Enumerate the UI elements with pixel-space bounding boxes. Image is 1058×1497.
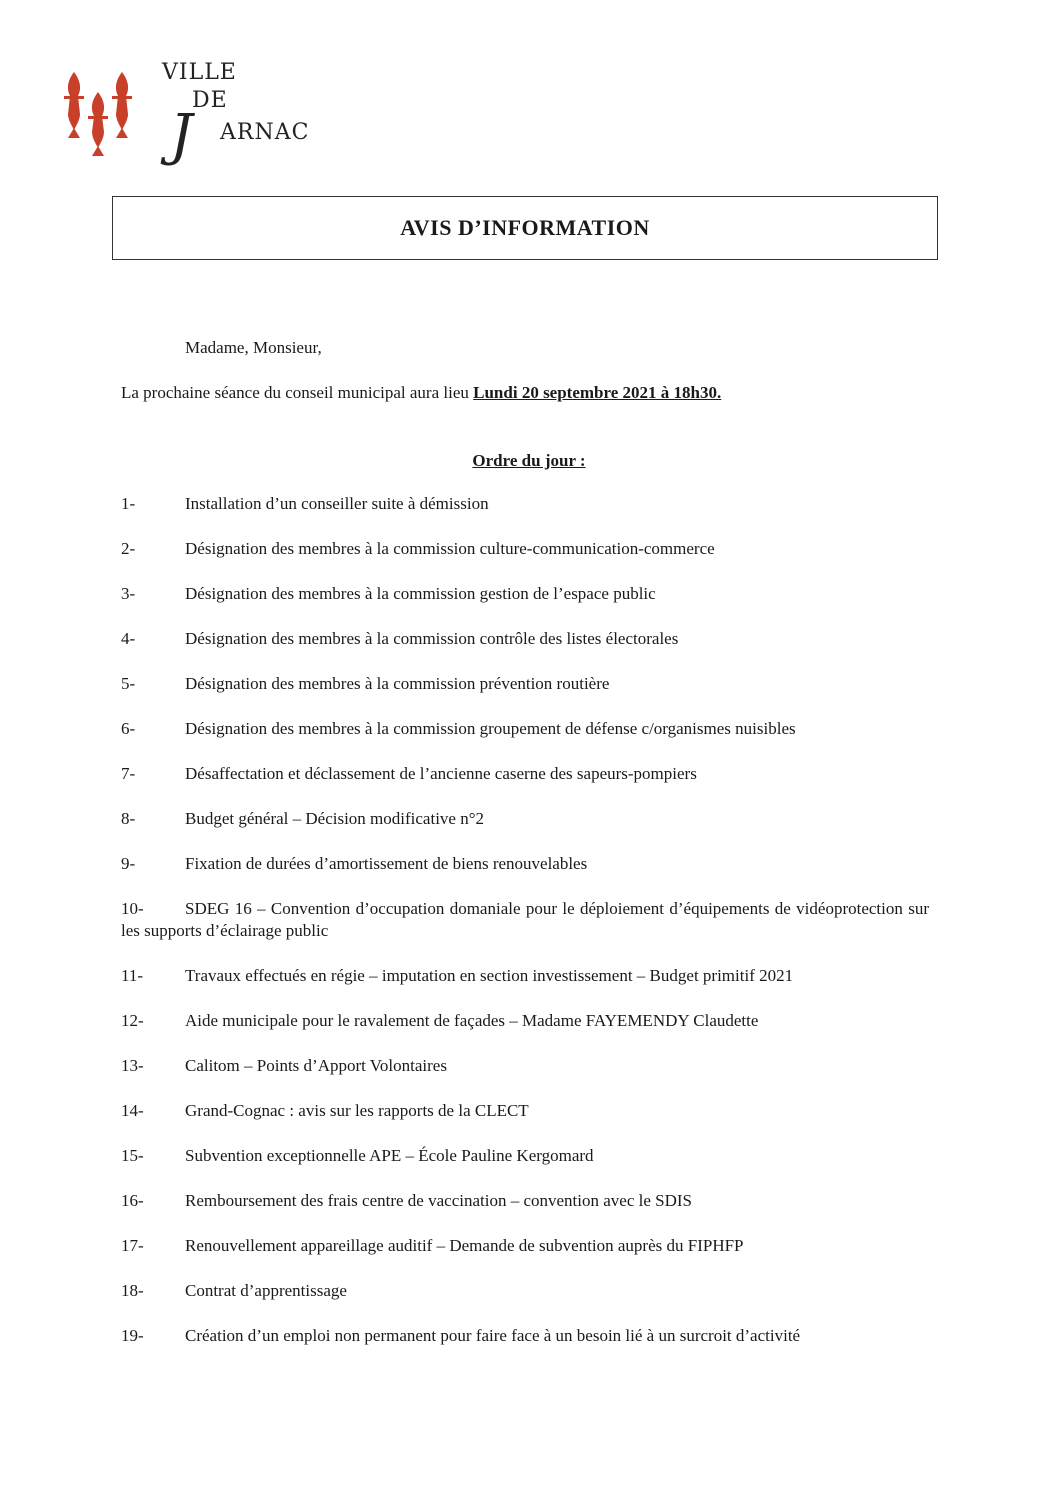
agenda-item (121, 493, 929, 515)
agenda-item-number: 17- (121, 1236, 144, 1255)
page-title: AVIS D’INFORMATION (400, 215, 650, 240)
agenda-item-number: 11- (121, 966, 144, 985)
logo-initial-j: J (170, 103, 193, 168)
agenda-item-text: Contrat d’apprentissage (185, 1281, 347, 1300)
agenda-item (121, 1325, 929, 1347)
agenda-item-number: 12- (121, 1011, 144, 1030)
logo-line-de: DE (192, 88, 228, 113)
agenda-item-text: Calitom – Points d’Apport Volontaires (185, 1056, 447, 1075)
fish-emblem-icon (62, 66, 142, 156)
agenda-item-text: Désignation des membres à la commission culture-communication-commerce (185, 539, 715, 558)
agenda-item (121, 718, 929, 740)
agenda-item-text: Désignation des membres à la commission groupement de défense c/organismes nuisibles (185, 719, 796, 738)
agenda-item-number: 3- (121, 584, 136, 603)
agenda-item (121, 763, 929, 785)
logo-line-arnac: ARNAC (220, 120, 310, 145)
agenda-item (121, 1190, 929, 1212)
agenda-item (121, 898, 929, 942)
agenda-item-text: Subvention exceptionnelle APE – École Pauline Kergomard (185, 1146, 594, 1165)
agenda-item-number: 4- (121, 629, 136, 648)
agenda-item-text: Travaux effectués en régie – imputation en section investissement – Budget primitif 2021 (185, 966, 794, 985)
agenda-item (121, 853, 929, 875)
agenda-item-text: Remboursement des frais centre de vaccination – convention avec le SDIS (185, 1191, 692, 1210)
agenda-heading: Ordre du jour : (472, 451, 586, 470)
agenda-item-number: 5- (121, 674, 136, 693)
agenda-item-text: Désaffectation et déclassement de l’ancienne caserne des sapeurs-pompiers (185, 764, 697, 783)
agenda-item-text: Désignation des membres à la commission gestion de l’espace public (185, 584, 656, 603)
agenda-item-text: SDEG 16 – Convention d’occupation domaniale pour le déploiement d’équipements de vidéoprotection sur les supports d’éclairage public (121, 899, 929, 940)
agenda-item-text: Désignation des membres à la commission contrôle des listes électorales (185, 629, 679, 648)
agenda-item-number: 9- (121, 854, 136, 873)
agenda-item-number: 6- (121, 719, 136, 738)
agenda-item-number: 2- (121, 539, 136, 558)
agenda-item (121, 1235, 929, 1257)
agenda-item (121, 1055, 929, 1077)
agenda-item-text: Installation d’un conseiller suite à démission (185, 494, 489, 513)
agenda-item (121, 965, 929, 987)
agenda-item (121, 628, 929, 650)
agenda-item (121, 1100, 929, 1122)
agenda-item (121, 808, 929, 830)
agenda-item (121, 583, 929, 605)
agenda-item-text: Aide municipale pour le ravalement de façades – Madame FAYEMENDY Claudette (185, 1011, 759, 1030)
agenda-item-number: 13- (121, 1056, 144, 1075)
agenda-item (121, 1010, 929, 1032)
intro-text: La prochaine séance du conseil municipal aura lieu (121, 383, 474, 402)
agenda-item-number: 19- (121, 1326, 144, 1345)
agenda-item (121, 538, 929, 560)
intro-paragraph (121, 383, 721, 403)
agenda-item-number: 10- (121, 899, 144, 918)
agenda-item-number: 16- (121, 1191, 144, 1210)
agenda-item-number: 7- (121, 764, 136, 783)
agenda-item (121, 673, 929, 695)
agenda-item-number: 18- (121, 1281, 144, 1300)
agenda-item (121, 1280, 929, 1302)
agenda-item-number: 15- (121, 1146, 144, 1165)
agenda-list (121, 493, 929, 1370)
agenda-item-text: Fixation de durées d’amortissement de biens renouvelables (185, 854, 588, 873)
title-box (112, 196, 938, 260)
agenda-item (121, 1145, 929, 1167)
agenda-item-text: Renouvellement appareillage auditif – Demande de subvention auprès du FIPHFP (185, 1236, 744, 1255)
city-logo (62, 58, 310, 168)
agenda-item-number: 1- (121, 494, 136, 513)
agenda-item-text: Grand-Cognac : avis sur les rapports de la CLECT (185, 1101, 529, 1120)
meeting-date: Lundi 20 septembre 2021 à 18h30. (473, 383, 722, 402)
logo-line-ville: VILLE (162, 60, 237, 85)
agenda-item-text: Budget général – Décision modificative n°2 (185, 809, 485, 828)
agenda-item-text: Création d’un emploi non permanent pour faire face à un besoin lié à un surcroit d’activité (185, 1326, 801, 1345)
agenda-item-number: 14- (121, 1101, 144, 1120)
agenda-item-text: Désignation des membres à la commission prévention routière (185, 674, 610, 693)
agenda-item-number: 8- (121, 809, 136, 828)
salutation: Madame, Monsieur, (185, 338, 322, 357)
